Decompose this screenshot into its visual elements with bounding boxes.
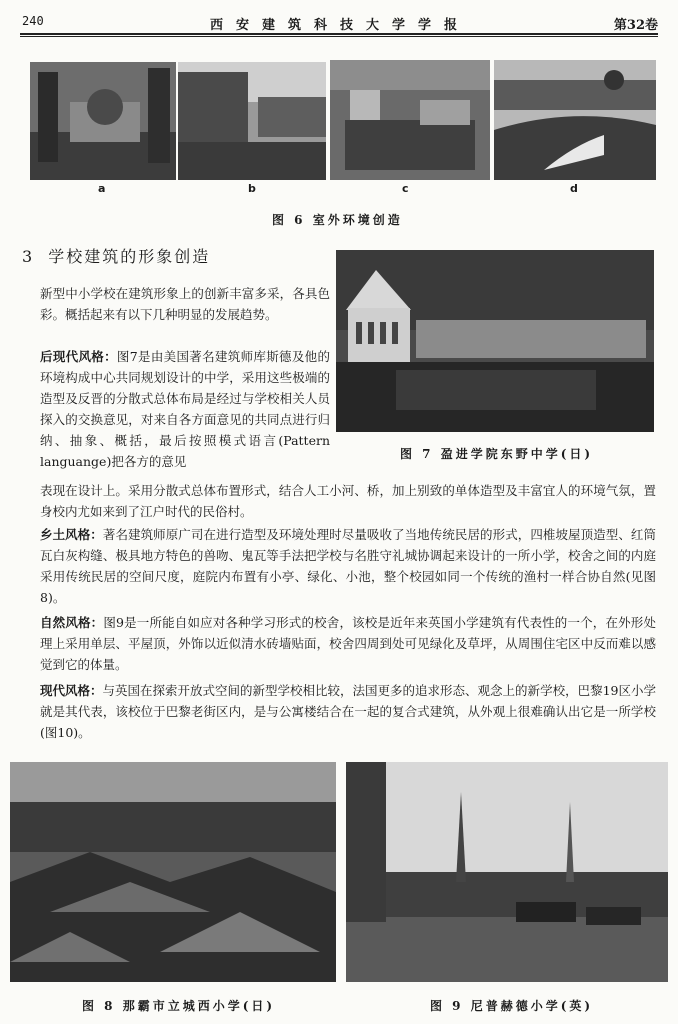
- natural-text: 图9是一所能自如应对各种学习形式的校舍，该校是近年来英国小学建筑有代表性的一个，在外形处理上采用单层、平屋顶，外饰以近似清水砖墙贴面，校舍四周到处可见绿化及草坪，从周围住宅区中反而难以感觉到它的体量。: [40, 615, 656, 672]
- figure7-caption: 图 7 盈进学院东野中学(日): [400, 447, 594, 461]
- postmodern-label: 后现代风格：: [40, 349, 117, 364]
- vernacular-paragraph: [40, 524, 656, 608]
- journal-title: 西安建筑科技大学学报: [210, 18, 471, 33]
- vernacular-text: 著名建筑师原广司在进行造型及环境处理时尽量吸收了当地传统民居的形式，四椎坡屋顶造型、红筒瓦白灰构缝、极具地方特色的兽吻、鬼瓦等手法把学校与名胜守礼城协调起来设计的一所小学，校舍之间的内庭采用传统民居的空间尺度，庭院内布置有小亭、绿化、小池，整个校园如同一个传统的渔村一样合协自然(见图8)。: [40, 527, 656, 605]
- figure6-label-a: a: [98, 182, 106, 195]
- figure6-label-c: c: [402, 182, 409, 195]
- section-number: 3: [22, 247, 35, 266]
- figure8-caption: 图 8 那霸市立城西小学(日): [82, 999, 276, 1013]
- section-title: 学校建筑的形象创造: [48, 247, 211, 266]
- page-number: 240: [22, 14, 44, 28]
- figure9-photo: [346, 762, 668, 982]
- modern-label: 现代风格：: [40, 683, 103, 698]
- postmodern-text-1: 图7是由美国著名建筑师库斯德及他的环境构成中心共同规划设计的中学，采用这些极端的造型及反晋的分散式总体布局是经过与学校相关人员探入的交换意见，对来自各方面意见的共同点进行归纳、抽象、概括，最后按照模式语言(Pattern languange)把各方的意见: [40, 349, 330, 469]
- vernacular-label: 乡土风格：: [40, 527, 103, 542]
- figure6-photo-a: [30, 62, 176, 180]
- header-rule: [20, 33, 658, 35]
- section-heading: [22, 244, 224, 267]
- header-rule-thin: [20, 36, 658, 37]
- figure6-label-d: d: [570, 182, 578, 195]
- figure6-photo-b: [178, 62, 326, 180]
- figure8-photo: [10, 762, 336, 982]
- natural-paragraph: [40, 612, 656, 675]
- figure6-photo-c: [330, 60, 490, 180]
- modern-paragraph: [40, 680, 656, 743]
- intro-paragraph: 新型中小学校在建筑形象上的创新丰富多采，各具色彩。概括起来有以下几种明显的发展趋势。: [40, 286, 330, 322]
- postmodern-continuation: 表现在设计上。采用分散式总体布置形式，结合人工小河、桥，加上别致的单体造型及丰富宜人的环境气氛，置身校内尤如来到了江户时代的民俗村。: [40, 483, 656, 519]
- figure6-photo-d: [494, 60, 656, 180]
- volume-label: 第32卷: [613, 18, 658, 33]
- figure7-photo: [336, 250, 654, 432]
- figure6-caption: 图 6 室外环境创造: [272, 213, 403, 227]
- figure6-label-b: b: [248, 182, 256, 195]
- natural-label: 自然风格：: [40, 615, 104, 630]
- figure9-caption: 图 9 尼普赫德小学(英): [430, 999, 594, 1013]
- postmodern-paragraph: [40, 346, 330, 472]
- modern-text: 与英国在探索开放式空间的新型学校相比较，法国更多的追求形态、观念上的新学校，巴黎19区小学就是其代表，该校位于巴黎老街区内，是与公寓楼结合在一起的复合式建筑，从外观上很难确认出它是一所学校(图10)。: [40, 683, 656, 740]
